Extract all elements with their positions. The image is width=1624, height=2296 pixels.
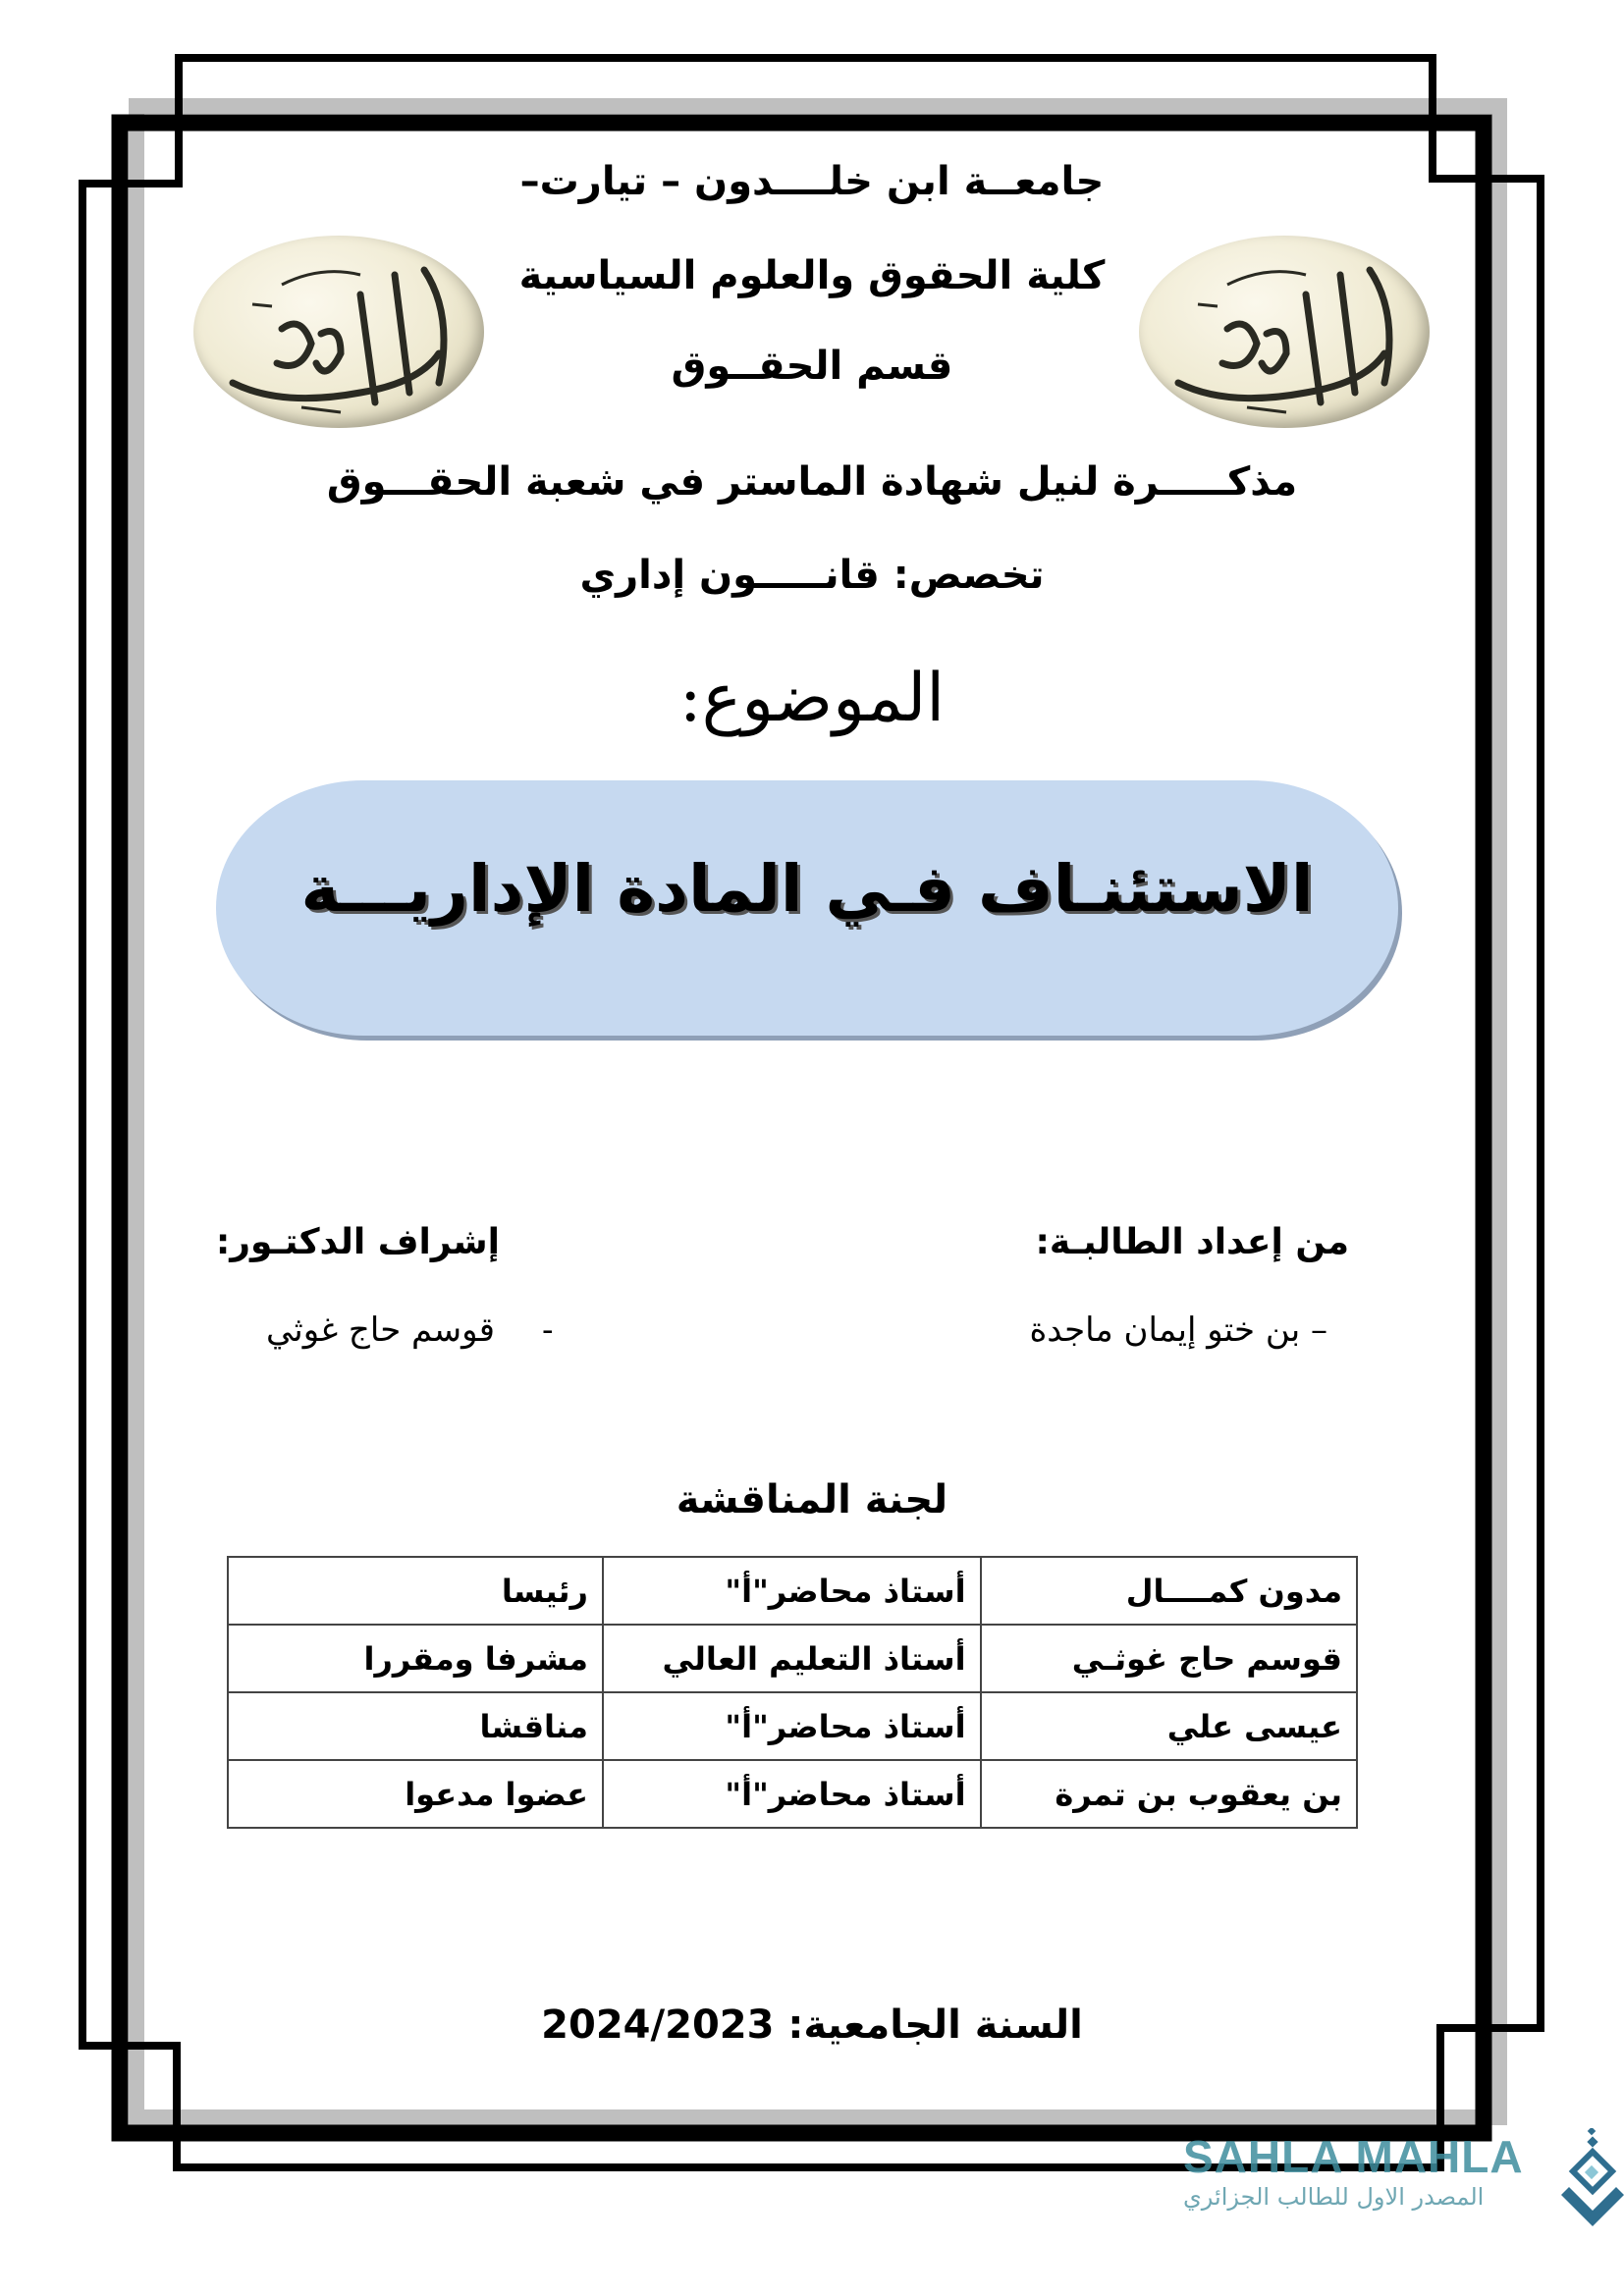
supervisor-name: قوسم حاج غوثي (265, 1310, 495, 1350)
member-role: مناقشا (228, 1692, 603, 1760)
student-name: – بن ختو إيمان ماجدة (1029, 1310, 1327, 1350)
degree-statement: مذكـــــرة لنيل شهادة الماستر في شعبة الحقـــوق (326, 459, 1298, 505)
member-role: رئيسا (228, 1557, 603, 1625)
member-rank: أستاذ محاضر"أ" (603, 1692, 981, 1760)
member-role: مشرفا ومقررا (228, 1625, 603, 1692)
table-row (228, 1760, 1357, 1828)
committee-title: لجنة المناقشة (676, 1477, 948, 1522)
thesis-title: الاستئنـاف فـي المادة الإداريـــة (300, 850, 1314, 927)
subject-label: الموضوع: (678, 660, 946, 737)
specialty-statement: تخصص: قانـــــون إداري (579, 553, 1045, 598)
watermark-brand: SAHLA MAHLA (1183, 2131, 1524, 2182)
thesis-title-box (216, 780, 1398, 1036)
sahla-mahla-logo-icon (1561, 2128, 1624, 2238)
member-name: بن يعقوب بن تمرة (981, 1760, 1357, 1828)
member-name: عيسى علي (981, 1692, 1357, 1760)
table-row (228, 1557, 1357, 1625)
supervisor-dash: - (542, 1310, 554, 1350)
student-label: من إعداد الطالبـة: (1035, 1222, 1349, 1262)
member-name: قوسم حاج غوثـي (981, 1625, 1357, 1692)
academic-year: السنة الجامعية: 2024/2023 (541, 2002, 1083, 2048)
member-rank: أستاذ محاضر"أ" (603, 1557, 981, 1625)
table-row (228, 1625, 1357, 1692)
university-name: جامعــة ابن خلــــدون – تيارت– (519, 159, 1105, 204)
faculty-name: كلية الحقوق والعلوم السياسية (518, 253, 1106, 298)
committee-table (227, 1556, 1358, 1829)
table-row (228, 1692, 1357, 1760)
watermark-tagline: المصدر الاول للطالب الجزائري (1183, 2183, 1485, 2211)
member-rank: أستاذ محاضر"أ" (603, 1760, 981, 1828)
member-name: مدون كمــــال (981, 1557, 1357, 1625)
member-role: عضوا مدعوا (228, 1760, 603, 1828)
department-name: قسم الحقــوق (671, 344, 953, 389)
member-rank: أستاذ التعليم العالي (603, 1625, 981, 1692)
supervisor-label: إشراف الدكتـور: (215, 1222, 500, 1262)
sahla-mahla-watermark (1173, 2130, 1624, 2238)
